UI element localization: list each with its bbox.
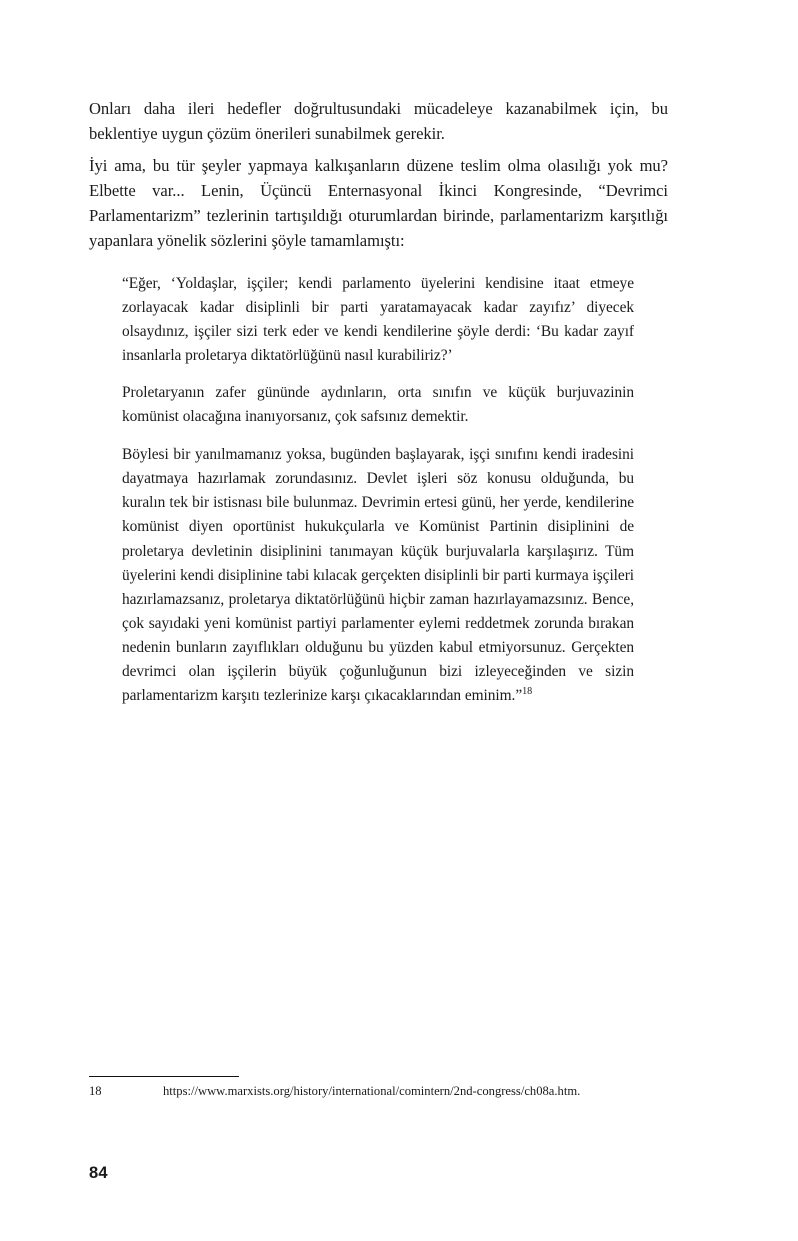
quote-paragraph-text: Böylesi bir yanılmamanız yoksa, bugünden başlayarak, işçi sınıfını kendi iradesini dayatmaya hazırlamak zorundasınız. Devlet işleri söz konusu olduğunda, bu kuralın tek bir istisnası bile bulunmaz. Devrimin ertesi günü, her yerde, kendilerine komünist diyen oportünist hukukçularla ve Komünist Partinin disiplinini de proletarya devletinin disiplinini tanımayan küçük burjuvalarla karşılaşırız. Tüm üyelerini kendi disiplinine tabi kılacak gerçekten disiplinli bir parti kurmaya işçileri hazırlamazsanız, proletarya diktatörlüğünü hiçbir zaman hazırlayamazsınız. Bence, çok sayıdaki yeni komünist partiyi parlamenter eylemi reddetmek zorunda bırakan nedenin bunların zayıflıkları olduğunu bu yüzden kabul etmiyorsunuz. Gerçekten devrimci olan işçilerin büyük çoğunluğunun bizi izleyeceğinden ve sizin parlamentarizm karşıtı tezlerinize karşı çıkacaklarından eminim.” (122, 446, 634, 705)
body-paragraph: Onları daha ileri hedefler doğrultusundaki mücadeleye kazanabilmek için, bu beklentiye uygun çözüm önerileri sunabilmek gerekir. (89, 99, 668, 144)
footnote-area (89, 1076, 669, 1100)
footnote-reference[interactable]: 18 (522, 685, 533, 697)
quote-paragraph: “Eğer, ‘Yoldaşlar, işçiler; kendi parlamento üyelerini kendisine itaat etmeye zorlayacak kadar disiplinli bir parti yaratamayacak kadar zayıfız’ diyecek olsaydınız, işçiler sizi terk eder ve kendi kendilerine şöyle derdi: ‘Bu kadar zayıf insanlarla proletarya diktatörlüğünü nasıl kurabiliriz?’ (122, 274, 634, 364)
body-paragraph: İyi ama, bu tür şeyler yapmaya kalkışanların düzene teslim olma olasılığı yok mu? Elbette var... Lenin, Üçüncü Enternasyonal İkinci Kongresinde, “Devrimci Parlamentarizm” tezlerinin tartışıldığı oturumlardan birinde, parlamentarizm karşıtlığı yapanlara yönelik sözlerini şöyle tamamlamıştı: (89, 156, 668, 251)
footnote-entry (89, 1083, 669, 1100)
block-quote (122, 272, 634, 709)
page-content (89, 96, 668, 708)
page-number: 84 (89, 1164, 108, 1182)
footnote-separator-rule (89, 1076, 239, 1077)
footnote-number: 18 (89, 1084, 102, 1098)
quote-paragraph (122, 443, 634, 708)
quote-paragraph: Proletaryanın zafer gününde aydınların, orta sınıfın ve küçük burjuvazinin komünist olacağına inanıyorsanız, çok safsınız demektir. (122, 383, 634, 426)
footnote-url[interactable]: https://www.marxists.org/history/international/comintern/2nd-congress/ch08a.htm. (163, 1084, 581, 1098)
